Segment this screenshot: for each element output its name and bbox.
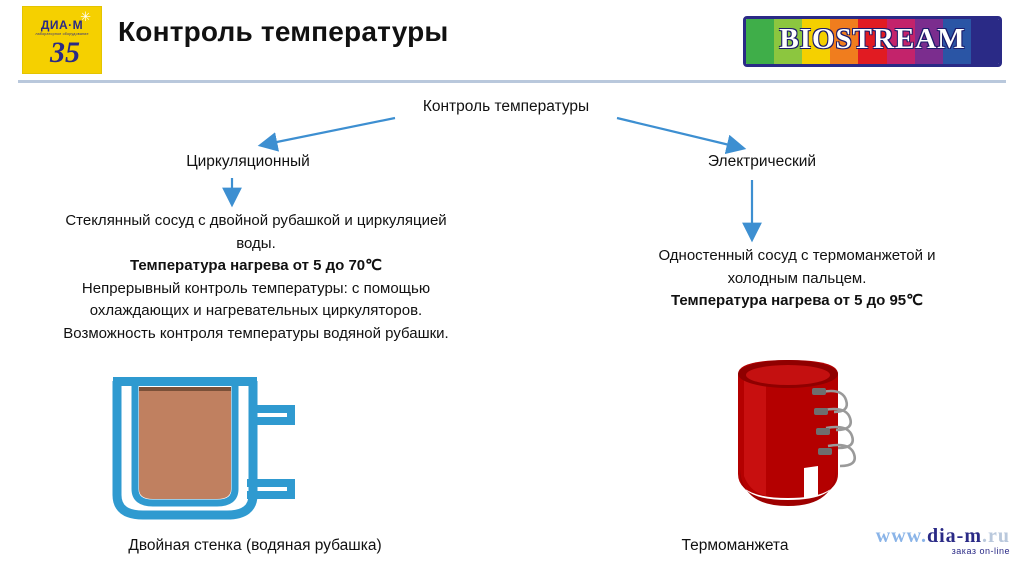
- left-line-3: Непрерывный контроль температуры: с помощью: [81, 279, 431, 297]
- left-line-1: Стеклянный сосуд с двойной рубашкой и циркуляцией: [65, 212, 447, 229]
- diam-logo-brand: ДИА·М: [40, 18, 84, 32]
- biostream-logo: [743, 16, 1002, 67]
- left-line-4: охлаждающих и нагревательных циркуляторов.: [89, 302, 423, 319]
- diagram-node-electric: Электрический: [707, 153, 817, 170]
- right-description: [582, 245, 1012, 313]
- anniversary-badge: 35: [50, 36, 80, 69]
- right-bold-line: Температура нагрева от 5 до 95℃: [671, 292, 923, 309]
- page-title: Контроль температуры: [118, 16, 449, 47]
- right-line-1: Одностенный сосуд с термоманжетой и: [658, 247, 936, 264]
- right-line-2: холодным пальцем.: [727, 269, 867, 287]
- jacketed-vessel-figure: [95, 375, 315, 525]
- watermark-dia: dia-m: [927, 525, 982, 547]
- biostream-logo-text: BIOSTREAM: [779, 23, 966, 55]
- diam-logo-subtitle: лабораторное оборудование: [35, 32, 89, 36]
- thermo-jacket-figure: [700, 348, 880, 528]
- watermark-url[interactable]: [810, 525, 1010, 548]
- left-line-2: воды.: [236, 234, 276, 252]
- left-description: [2, 210, 510, 345]
- left-line-5: Возможность контроля температуры водяной рубашки.: [63, 324, 449, 342]
- header-divider: [18, 80, 1006, 83]
- dia-m-watermark[interactable]: [810, 525, 1010, 571]
- watermark-ru: .ru: [982, 525, 1010, 547]
- diagram-node-circulating: Циркуляционный: [186, 153, 310, 170]
- right-figure-caption: Термоманжета: [681, 537, 789, 554]
- diagram-node-root: Контроль температуры: [422, 98, 590, 115]
- star-icon: ✳: [80, 9, 91, 24]
- watermark-www: www.: [875, 525, 927, 547]
- watermark-tagline: заказ on-line: [951, 546, 1010, 556]
- slide-header: [0, 0, 1024, 78]
- left-figure-caption: Двойная стенка (водяная рубашка): [128, 537, 382, 554]
- left-bold-line: Температура нагрева от 5 до 70℃: [130, 257, 382, 274]
